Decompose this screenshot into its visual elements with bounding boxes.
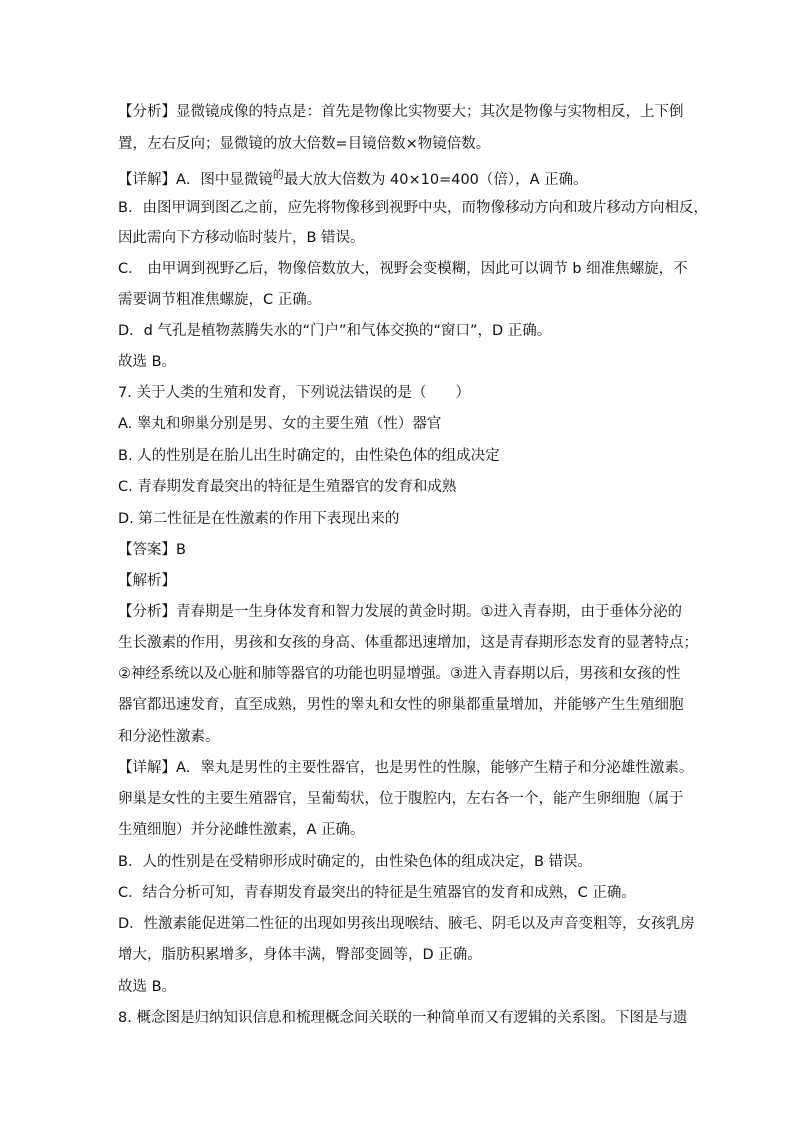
text-line: 【分析】青春期是一生身体发育和智力发展的黄金时期。①进入青春期，由于垂体分泌的: [118, 604, 682, 620]
text-line: 生长激素的作用，男孩和女孩的身高、体重都迅速增加，这是青春期形态发育的显著特点；: [118, 635, 698, 651]
text-line: B．人的性别是在受精卵形成时确定的，由性染色体的组成决定，B 错误。: [118, 854, 593, 870]
text-line: 生殖细胞）并分泌雌性激素，A 正确。: [118, 822, 365, 838]
option-c: C. 青春期发育最突出的特征是生殖器官的发育和成熟: [118, 479, 457, 495]
text-line: 需要调节粗准焦螺旋，C 正确。: [118, 292, 322, 308]
text-line: B．由图甲调到图乙之前，应先将物像移到视野中央，而物像移动方向和玻片移动方向相反，: [118, 200, 708, 216]
text-line: 和分泌性激素。: [118, 729, 220, 745]
answer-label: 【答案】B: [118, 542, 186, 558]
text-line: D．d 气孔是植物蒸腾失水的“门户”和气体交换的“窗口”，D 正确。: [118, 323, 552, 339]
text-run: 最大放大倍数为 40×10=400（倍），A 正确。: [283, 172, 588, 188]
text-run-raised: 的: [272, 168, 284, 181]
text-line: ②神经系统以及心脏和肺等器官的功能也明显增强。③进入青春期以后，男孩和女孩的性: [118, 666, 681, 682]
question-title: 8. 概念图是归纳知识信息和梳理概念间关联的一种简单而又有逻辑的关系图。下图是与遗: [118, 1010, 688, 1026]
question-title: 7. 关于人类的生殖和发育，下列说法错误的是（ ）: [118, 385, 470, 401]
text-line: C．结合分析可知，青春期发育最突出的特征是生殖器官的发育和成熟，C 正确。: [118, 885, 636, 901]
text-line: 卵巢是女性的主要生殖器官，呈葡萄状，位于腹腔内，左右各一个，能产生卵细胞（属于: [118, 791, 684, 807]
text-line: 置，左右反向；显微镜的放大倍数=目镜倍数×物镜倍数。: [118, 136, 491, 152]
option-b: B. 人的性别是在胎儿出生时确定的，由性染色体的组成决定: [118, 448, 500, 464]
text-line: 故选 B。: [118, 354, 177, 370]
text-line: 因此需向下方移动临时装片，B 错误。: [118, 230, 365, 246]
text-line: 【分析】显微镜成像的特点是：首先是物像比实物要大；其次是物像与实物相反，上下倒: [118, 104, 684, 120]
text-line: [118, 170, 588, 191]
option-d: D. 第二性征是在性激素的作用下表现出来的: [118, 511, 400, 527]
text-line: C． 由甲调到视野乙后，物像倍数放大，视野会变模糊，因此可以调节 b 细准焦螺旋，不: [118, 261, 688, 277]
option-a: A. 睾丸和卵巢分别是男、女的主要生殖（性）器官: [118, 416, 442, 432]
text-run: 【详解】A．图中显微镜: [118, 172, 273, 188]
text-line: 器官都迅速发育，直至成熟，男性的睾丸和女性的卵巢都重量增加，并能够产生生殖细胞: [118, 697, 684, 713]
text-line: 增大，脂肪积累增多，身体丰满，臀部变圆等，D 正确。: [118, 947, 482, 963]
text-line: 故选 B。: [118, 979, 177, 995]
text-line: 【详解】A．睾丸是男性的主要性器官，也是男性的性腺，能够产生精子和分泌雄性激素。: [118, 760, 694, 776]
analysis-heading: 【解析】: [118, 573, 176, 589]
text-line: D．性激素能促进第二性征的出现如男孩出现喉结、腋毛、阴毛以及声音变粗等，女孩乳房: [118, 916, 695, 932]
